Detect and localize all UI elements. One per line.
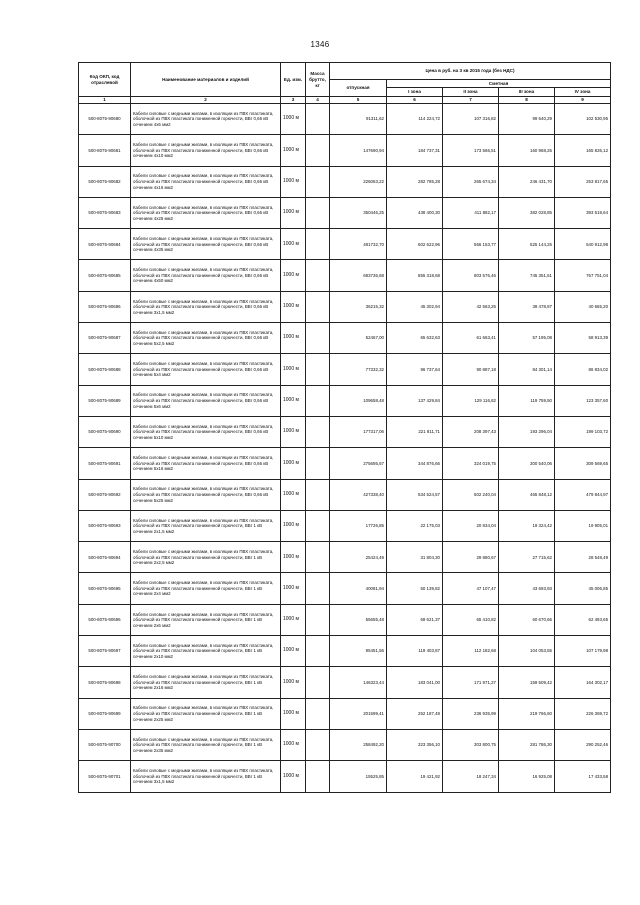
- release-price: 683736,68: [330, 260, 387, 291]
- zone-4-price: 107 179,98: [555, 636, 611, 667]
- zone-2-price: 90 887,18: [443, 354, 499, 385]
- zone-2-price: 107 316,82: [443, 104, 499, 135]
- item-code: 500-8075-90682: [79, 166, 131, 197]
- column-number: 1: [79, 97, 131, 104]
- zone-3-price: 39 478,87: [499, 291, 555, 322]
- zone-4-price: 86 834,02: [555, 354, 611, 385]
- zone-3-price: 160 968,25: [499, 135, 555, 166]
- item-mass: [306, 354, 330, 385]
- item-name: Кабели силовые с медными жилами, в изоляции из ПВХ пластиката, оболочкой из ПВХ пластиката пониженной горючести, ВВг 0,66 кВ сечением 4х6 мм2: [131, 104, 281, 135]
- item-name: Кабели силовые с медными жилами, в изоляции из ПВХ пластиката, оболочкой из ПВХ пластиката пониженной горючести, ВВг 0,66 кВ сечением 5х16 мм2: [131, 448, 281, 479]
- zone-4-price: 165 826,12: [555, 135, 611, 166]
- item-mass: [306, 104, 330, 135]
- table-row: [79, 448, 611, 479]
- item-code: 500-8075-90686: [79, 291, 131, 322]
- item-unit: 1000 м: [281, 260, 306, 291]
- table-row: [79, 260, 611, 291]
- item-name: Кабели силовые с медными жилами, в изоляции из ПВХ пластиката, оболочкой из ПВХ пластиката пониженной горючести, ВВг 0,66 кВ сечением 5х6 мм2: [131, 385, 281, 416]
- zone-4-price: 290 252,46: [555, 729, 611, 760]
- zone-3-price: 19 324,42: [499, 510, 555, 541]
- header-mass: Масса брутто, кг: [306, 63, 330, 97]
- header-zone-4: IV зона: [555, 88, 611, 97]
- column-number-row: [79, 97, 611, 104]
- table-row: [79, 542, 611, 573]
- zone-3-price: 16 925,08: [499, 761, 555, 792]
- release-price: 226063,22: [330, 166, 387, 197]
- item-name: Кабели силовые с медными жилами, в изоляции из ПВХ пластиката, оболочкой из ПВХ пластиката пониженной горючести, ВВг 1 кВ сечением 2х25 мм2: [131, 698, 281, 729]
- column-number: 6: [387, 97, 443, 104]
- zone-2-price: 129 116,82: [443, 385, 499, 416]
- zone-2-price: 566 153,77: [443, 229, 499, 260]
- item-name: Кабели силовые с медными жилами, в изоляции из ПВХ пластиката, оболочкой из ПВХ пластиката пониженной горючести, ВВг 1 кВ сечением 3х1,5 мм2: [131, 761, 281, 792]
- table-row: [79, 729, 611, 760]
- item-code: 500-8075-90690: [79, 416, 131, 447]
- item-name: Кабели силовые с медными жилами, в изоляции из ПВХ пластиката, оболочкой из ПВХ пластиката пониженной горючести, ВВг 0,66 кВ сечением 4х25 мм2: [131, 197, 281, 228]
- item-name: Кабели силовые с медными жилами, в изоляции из ПВХ пластиката, оболочкой из ПВХ пластиката пониженной горючести, ВВг 0,66 кВ сечением 3х1,5 мм2: [131, 291, 281, 322]
- table-row: [79, 479, 611, 510]
- item-unit: 1000 м: [281, 479, 306, 510]
- header-zone-2: II зона: [443, 88, 499, 97]
- zone-4-price: 40 665,20: [555, 291, 611, 322]
- zone-4-price: 123 357,60: [555, 385, 611, 416]
- item-code: 500-8075-90688: [79, 354, 131, 385]
- item-name: Кабели силовые с медными жилами, в изоляции из ПВХ пластиката, оболочкой из ПВХ пластиката пониженной горючести, ВВг 0,66 кВ сечением 5х10 мм2: [131, 416, 281, 447]
- release-price: 55655,48: [330, 604, 387, 635]
- zone-2-price: 47 107,47: [443, 573, 499, 604]
- item-mass: [306, 385, 330, 416]
- zone-2-price: 42 563,25: [443, 291, 499, 322]
- item-mass: [306, 542, 330, 573]
- item-mass: [306, 291, 330, 322]
- item-unit: 1000 м: [281, 761, 306, 792]
- table-row: [79, 229, 611, 260]
- item-name: Кабели силовые с медными жилами, в изоляции из ПВХ пластиката, оболочкой из ПВХ пластиката пониженной горючести, ВВг 1 кВ сечением 2х6 мм2: [131, 604, 281, 635]
- item-code: 500-8075-90700: [79, 729, 131, 760]
- item-mass: [306, 135, 330, 166]
- table-row: [79, 291, 611, 322]
- zone-1-price: 323 356,10: [387, 729, 443, 760]
- item-name: Кабели силовые с медными жилами, в изоляции из ПВХ пластиката, оболочкой из ПВХ пластиката пониженной горючести, ВВг 1 кВ сечением 2х4 мм2: [131, 573, 281, 604]
- column-number: 7: [443, 97, 499, 104]
- column-number: 4: [306, 97, 330, 104]
- item-code: 500-8075-90680: [79, 104, 131, 135]
- item-mass: [306, 761, 330, 792]
- zone-4-price: 102 530,95: [555, 104, 611, 135]
- zone-1-price: 183 041,00: [387, 667, 443, 698]
- item-unit: 1000 м: [281, 291, 306, 322]
- zone-2-price: 112 182,68: [443, 636, 499, 667]
- zone-1-price: 50 139,82: [387, 573, 443, 604]
- zone-3-price: 465 848,12: [499, 479, 555, 510]
- item-code: 500-8075-90685: [79, 260, 131, 291]
- zone-1-price: 221 811,71: [387, 416, 443, 447]
- zone-3-price: 104 053,55: [499, 636, 555, 667]
- item-code: 500-8075-90689: [79, 385, 131, 416]
- zone-2-price: 803 576,46: [443, 260, 499, 291]
- item-unit: 1000 м: [281, 510, 306, 541]
- item-mass: [306, 260, 330, 291]
- item-mass: [306, 448, 330, 479]
- item-mass: [306, 573, 330, 604]
- item-unit: 1000 м: [281, 385, 306, 416]
- item-name: Кабели силовые с медными жилами, в изоляции из ПВХ пластиката, оболочкой из ПВХ пластиката пониженной горючести, ВВг 0,66 кВ сечением 4х10 мм2: [131, 135, 281, 166]
- header-zone-3: III зона: [499, 88, 555, 97]
- zone-1-price: 31 804,30: [387, 542, 443, 573]
- item-unit: 1000 м: [281, 416, 306, 447]
- item-unit: 1000 м: [281, 104, 306, 135]
- item-name: Кабели силовые с медными жилами, в изоляции из ПВХ пластиката, оболочкой из ПВХ пластиката пониженной горючести, ВВг 0,66 кВ сечением 5х2,5 мм2: [131, 323, 281, 354]
- zone-2-price: 502 240,04: [443, 479, 499, 510]
- header-zone-1: I зона: [387, 88, 443, 97]
- zone-2-price: 236 935,99: [443, 698, 499, 729]
- zone-4-price: 28 548,49: [555, 542, 611, 573]
- column-number: 9: [555, 97, 611, 104]
- zone-4-price: 309 569,65: [555, 448, 611, 479]
- release-price: 40081,94: [330, 573, 387, 604]
- zone-4-price: 58 913,39: [555, 323, 611, 354]
- item-name: Кабели силовые с медными жилами, в изоляции из ПВХ пластиката, оболочкой из ПВХ пластиката пониженной горючести, ВВг 1 кВ сечением 2х35 мм2: [131, 729, 281, 760]
- release-price: 275695,67: [330, 448, 387, 479]
- zone-3-price: 219 766,60: [499, 698, 555, 729]
- release-price: 95451,56: [330, 636, 387, 667]
- zone-3-price: 43 693,93: [499, 573, 555, 604]
- item-unit: 1000 м: [281, 135, 306, 166]
- release-price: 481732,70: [330, 229, 387, 260]
- table-row: [79, 166, 611, 197]
- release-price: 201599,41: [330, 698, 387, 729]
- item-unit: 1000 м: [281, 448, 306, 479]
- item-unit: 1000 м: [281, 542, 306, 573]
- zone-2-price: 29 880,67: [443, 542, 499, 573]
- zone-1-price: 855 318,68: [387, 260, 443, 291]
- table-row: [79, 761, 611, 792]
- zone-2-price: 61 663,41: [443, 323, 499, 354]
- table-row: [79, 416, 611, 447]
- zone-3-price: 382 028,85: [499, 197, 555, 228]
- item-code: 500-8075-90699: [79, 698, 131, 729]
- item-code: 500-8075-90692: [79, 479, 131, 510]
- item-mass: [306, 510, 330, 541]
- item-code: 500-8075-90701: [79, 761, 131, 792]
- zone-2-price: 324 019,75: [443, 448, 499, 479]
- zone-3-price: 246 431,70: [499, 166, 555, 197]
- table-row: [79, 323, 611, 354]
- table-row: [79, 604, 611, 635]
- item-code: 500-8075-90695: [79, 573, 131, 604]
- table-row: [79, 636, 611, 667]
- zone-4-price: 393 519,64: [555, 197, 611, 228]
- item-name: Кабели силовые с медными жилами, в изоляции из ПВХ пластиката, оболочкой из ПВХ пластиката пониженной горючести, ВВг 0,66 кВ сечением 4х50 мм2: [131, 260, 281, 291]
- zone-2-price: 208 397,43: [443, 416, 499, 447]
- zone-1-price: 96 737,64: [387, 354, 443, 385]
- zone-4-price: 226 369,72: [555, 698, 611, 729]
- zone-1-price: 119 403,87: [387, 636, 443, 667]
- release-price: 147690,94: [330, 135, 387, 166]
- item-mass: [306, 197, 330, 228]
- item-mass: [306, 479, 330, 510]
- column-number: 8: [499, 97, 555, 104]
- zone-1-price: 602 622,96: [387, 229, 443, 260]
- header-code: Код ОКП, код отраслевой: [79, 63, 131, 97]
- table-row: [79, 135, 611, 166]
- table-row: [79, 197, 611, 228]
- release-price: 91311,62: [330, 104, 387, 135]
- item-name: Кабели силовые с медными жилами, в изоляции из ПВХ пластиката, оболочкой из ПВХ пластиката пониженной горючести, ВВг 1 кВ сечением 2х10 мм2: [131, 636, 281, 667]
- item-code: 500-8075-90684: [79, 229, 131, 260]
- zone-1-price: 282 785,28: [387, 166, 443, 197]
- zone-3-price: 60 670,66: [499, 604, 555, 635]
- release-price: 177317,06: [330, 416, 387, 447]
- item-mass: [306, 323, 330, 354]
- header-estimate-price: Сметная: [387, 80, 611, 88]
- item-code: 500-8075-90694: [79, 542, 131, 573]
- zone-1-price: 22 175,03: [387, 510, 443, 541]
- item-mass: [306, 636, 330, 667]
- zone-2-price: 265 674,34: [443, 166, 499, 197]
- zone-4-price: 479 844,97: [555, 479, 611, 510]
- release-price: 52467,00: [330, 323, 387, 354]
- item-code: 500-8075-90683: [79, 197, 131, 228]
- zone-3-price: 84 301,14: [499, 354, 555, 385]
- release-price: 427338,40: [330, 479, 387, 510]
- item-mass: [306, 729, 330, 760]
- zone-1-price: 19 421,92: [387, 761, 443, 792]
- item-code: 500-8075-90696: [79, 604, 131, 635]
- header-name: Наименование материалов и изделий: [131, 63, 281, 97]
- zone-3-price: 99 540,29: [499, 104, 555, 135]
- zone-1-price: 184 737,31: [387, 135, 443, 166]
- zone-2-price: 171 971,27: [443, 667, 499, 698]
- item-name: Кабели силовые с медными жилами, в изоляции из ПВХ пластиката, оболочкой из ПВХ пластиката пониженной горючести, ВВг 0,66 кВ сечением 5х25 мм2: [131, 479, 281, 510]
- item-mass: [306, 416, 330, 447]
- table-row: [79, 385, 611, 416]
- zone-4-price: 62 493,65: [555, 604, 611, 635]
- item-unit: 1000 м: [281, 698, 306, 729]
- item-name: Кабели силовые с медными жилами, в изоляции из ПВХ пластиката, оболочкой из ПВХ пластиката пониженной горючести, ВВг 1 кВ сечением 2х1,5 мм2: [131, 510, 281, 541]
- item-unit: 1000 м: [281, 604, 306, 635]
- column-number: 5: [330, 97, 387, 104]
- zone-2-price: 303 800,75: [443, 729, 499, 760]
- table-row: [79, 698, 611, 729]
- item-unit: 1000 м: [281, 573, 306, 604]
- release-price: 17726,85: [330, 510, 387, 541]
- header-release-price: отпускная: [330, 80, 387, 97]
- item-code: 500-8075-90681: [79, 135, 131, 166]
- zone-1-price: 137 429,84: [387, 385, 443, 416]
- item-unit: 1000 м: [281, 354, 306, 385]
- zone-3-price: 159 509,42: [499, 667, 555, 698]
- item-mass: [306, 667, 330, 698]
- item-mass: [306, 166, 330, 197]
- item-code: 500-8075-90687: [79, 323, 131, 354]
- column-number: 2: [131, 97, 281, 104]
- header-unit: Ед. изм.: [281, 63, 306, 97]
- price-table: [78, 62, 611, 793]
- zone-3-price: 281 786,30: [499, 729, 555, 760]
- zone-4-price: 45 006,85: [555, 573, 611, 604]
- item-unit: 1000 м: [281, 197, 306, 228]
- zone-3-price: 300 540,06: [499, 448, 555, 479]
- zone-2-price: 18 247,34: [443, 761, 499, 792]
- table-body: [79, 104, 611, 793]
- zone-4-price: 199 103,72: [555, 416, 611, 447]
- item-name: Кабели силовые с медными жилами, в изоляции из ПВХ пластиката, оболочкой из ПВХ пластиката пониженной горючести, ВВг 0,66 кВ сечением 4х16 мм2: [131, 166, 281, 197]
- item-code: 500-8075-90691: [79, 448, 131, 479]
- page-number: 1346: [310, 40, 330, 49]
- header-price-group: Цена в руб. на 3 кв 2015 года (без НДС): [330, 63, 611, 80]
- zone-4-price: 19 905,01: [555, 510, 611, 541]
- zone-4-price: 253 817,65: [555, 166, 611, 197]
- zone-1-price: 344 876,66: [387, 448, 443, 479]
- zone-1-price: 114 224,72: [387, 104, 443, 135]
- zone-4-price: 164 302,17: [555, 667, 611, 698]
- item-unit: 1000 м: [281, 636, 306, 667]
- item-code: 500-8075-90693: [79, 510, 131, 541]
- release-price: 36215,32: [330, 291, 387, 322]
- item-unit: 1000 м: [281, 229, 306, 260]
- table-row: [79, 667, 611, 698]
- table-row: [79, 573, 611, 604]
- item-code: 500-8075-90697: [79, 636, 131, 667]
- item-mass: [306, 229, 330, 260]
- zone-3-price: 525 144,25: [499, 229, 555, 260]
- release-price: 25424,49: [330, 542, 387, 573]
- zone-4-price: 17 433,58: [555, 761, 611, 792]
- release-price: 109658,48: [330, 385, 387, 416]
- item-code: 500-8075-90698: [79, 667, 131, 698]
- item-unit: 1000 м: [281, 166, 306, 197]
- zone-2-price: 411 882,17: [443, 197, 499, 228]
- item-unit: 1000 м: [281, 323, 306, 354]
- zone-3-price: 27 715,62: [499, 542, 555, 573]
- zone-4-price: 540 912,98: [555, 229, 611, 260]
- zone-1-price: 252 187,48: [387, 698, 443, 729]
- item-mass: [306, 698, 330, 729]
- table-row: [79, 104, 611, 135]
- zone-3-price: 57 195,08: [499, 323, 555, 354]
- zone-4-price: 767 751,04: [555, 260, 611, 291]
- release-price: 146323,44: [330, 667, 387, 698]
- item-name: Кабели силовые с медными жилами, в изоляции из ПВХ пластиката, оболочкой из ПВХ пластиката пониженной горючести, ВВг 0,66 кВ сечением 4х35 мм2: [131, 229, 281, 260]
- zone-1-price: 534 524,57: [387, 479, 443, 510]
- release-price: 15525,85: [330, 761, 387, 792]
- item-name: Кабели силовые с медными жилами, в изоляции из ПВХ пластиката, оболочкой из ПВХ пластиката пониженной горючести, ВВг 1 кВ сечением 2х2,5 мм2: [131, 542, 281, 573]
- zone-3-price: 119 759,50: [499, 385, 555, 416]
- zone-1-price: 65 632,63: [387, 323, 443, 354]
- zone-2-price: 20 834,04: [443, 510, 499, 541]
- zone-2-price: 65 410,82: [443, 604, 499, 635]
- item-mass: [306, 604, 330, 635]
- zone-1-price: 438 400,30: [387, 197, 443, 228]
- table-header: [79, 63, 611, 104]
- table-row: [79, 354, 611, 385]
- zone-3-price: 745 351,61: [499, 260, 555, 291]
- item-name: Кабели силовые с медными жилами, в изоляции из ПВХ пластиката, оболочкой из ПВХ пластиката пониженной горючести, ВВг 0,66 кВ сечением 5х4 мм2: [131, 354, 281, 385]
- item-unit: 1000 м: [281, 729, 306, 760]
- zone-3-price: 193 296,04: [499, 416, 555, 447]
- release-price: 350446,25: [330, 197, 387, 228]
- zone-2-price: 173 566,51: [443, 135, 499, 166]
- release-price: 77332,32: [330, 354, 387, 385]
- table-row: [79, 510, 611, 541]
- item-unit: 1000 м: [281, 667, 306, 698]
- release-price: 258492,20: [330, 729, 387, 760]
- zone-1-price: 69 621,37: [387, 604, 443, 635]
- item-name: Кабели силовые с медными жилами, в изоляции из ПВХ пластиката, оболочкой из ПВХ пластиката пониженной горючести, ВВг 1 кВ сечением 2х16 мм2: [131, 667, 281, 698]
- column-number: 3: [281, 97, 306, 104]
- zone-1-price: 45 302,94: [387, 291, 443, 322]
